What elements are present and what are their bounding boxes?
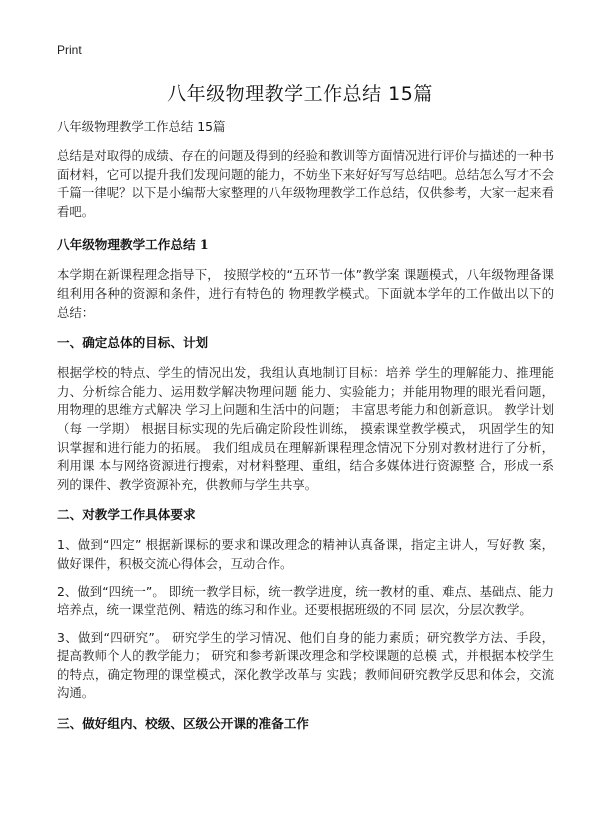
part2-heading: 二、对教学工作具体要求 — [57, 507, 196, 523]
document-body — [57, 119, 554, 732]
part1-heading: 一、确定总体的目标、计划 — [57, 335, 209, 351]
document-title: 八年级物理教学工作总结 15篇 — [167, 83, 433, 105]
intro-paragraph: 总结是对取得的成绩、存在的问题及得到的经验和教训等方面情况进行评价与描述的一种书面材料，它可以提升我们发现问题的能力，不妨坐下来好好写写总结吧。总结怎么写才不会千篇一律呢？以下是小编帮大家整理的八年级物理教学工作总结，仅供参考，大家一起来看看吧。 — [57, 148, 554, 219]
document-subtitle: 八年级物理教学工作总结 15篇 — [57, 119, 226, 134]
section1-heading: 八年级物理教学工作总结 1 — [57, 237, 209, 253]
list-item-2: 2、做到“四统一”。 即统一教学目标，统一教学进度，统一教材的重、难点、基础点、能力培养点，统一课堂范例、精选的练习和作业。还要根据班级的不同 层次，分层次教学。 — [57, 583, 554, 618]
section1-intro-paragraph: 本学期在新课程理念指导下， 按照学校的“五环节一体”教学案 课题模式，八年级物理备课组利用各种的资源和条件，进行有特色的 物理教学模式。下面就本学年的工作做出以下的总结： — [57, 267, 554, 320]
list-item-1: 1、做到“四定” 根据新课标的要求和课改理念的精神认真备课，指定主讲人，写好教 案，做好课件，积极交流心得体会，互动合作。 — [57, 537, 554, 571]
part1-body-paragraph: 根据学校的特点、学生的情况出发，我组认真地制订目标：培养 学生的理解能力、推理能力、分析综合能力、运用数学解决物理问题 能力、实验能力；并能用物理的眼光看问题，用物理的思维方式解决 学习上问题和生活中的问题； 丰富思考能力和创新意识。 教学计划 （每 一学期） 根据目标实现的先后确定阶段性训练， 摸索课堂教学模式， 巩固学生的知识掌握和进行能力的拓展。 我们组成员在理解新课程理念情况下分别对教材进行了分析， 利用课 本与网络资源进行搜索，对材料整理、重组，结合多媒体进行资源整 合，形成一系列的课件、教学资源补充，供教师与学生共享。 — [57, 365, 554, 492]
list-item-3: 3、做到“四研究”。 研究学生的学习情况、他们自身的能力素质；研究教学方法、手段， 提高教师个人的教学能力； 研究和参考新课改理念和学校课题的总模 式，并根据本校学生的特点，确定物理的课堂模式，深化教学改革与 实践；教师间研究教学反思和体会，交流沟通。 — [57, 629, 554, 701]
print-link[interactable]: Print — [57, 43, 82, 57]
part3-heading: 三、做好组内、校级、区级公开课的准备工作 — [57, 716, 309, 732]
